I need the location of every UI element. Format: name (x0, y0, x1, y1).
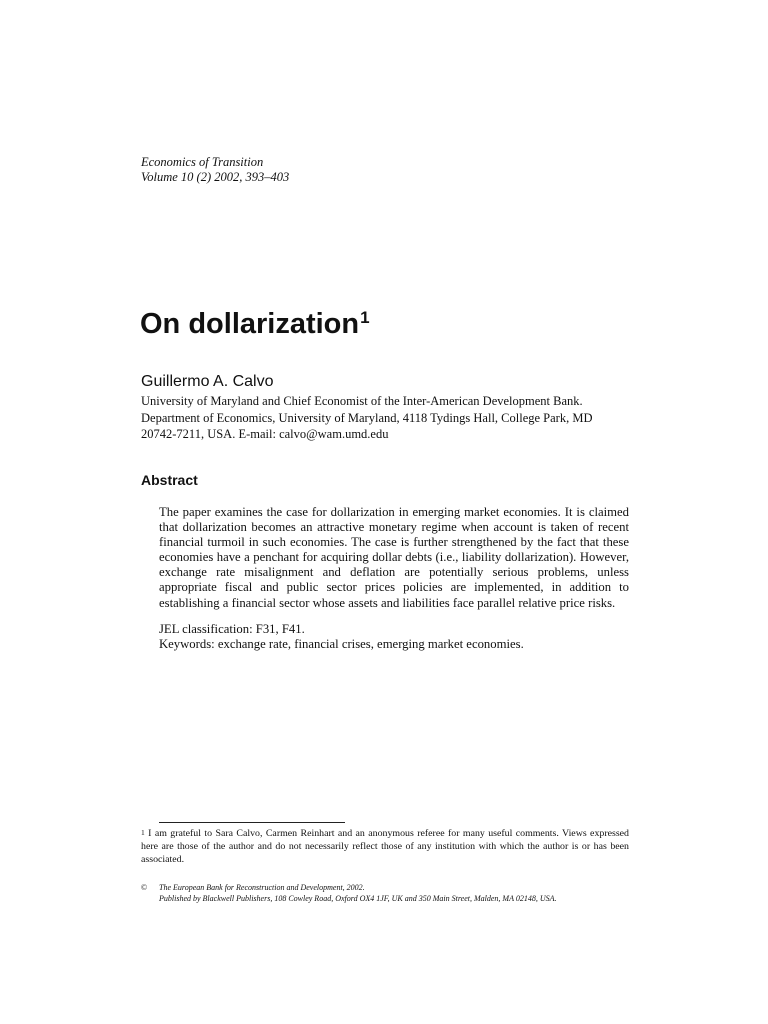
keywords: Keywords: exchange rate, financial crises, emerging market economies. (159, 637, 524, 652)
journal-name: Economics of Transition (141, 155, 264, 169)
affiliation-line: University of Maryland and Chief Economist of the Inter-American Development Bank. (141, 394, 583, 408)
footnote-text: I am grateful to Sara Calvo, Carmen Reinhart and an anonymous referee for many useful comments. Views expressed here are those of the author and do not necessarily reflect those of any institution with which the author is or has been associated. (141, 828, 629, 865)
title-footnote-mark: 1 (360, 308, 370, 327)
footnote-mark: 1 (141, 828, 145, 837)
copyright-symbol: © (141, 883, 148, 892)
abstract-text: The paper examines the case for dollarization in emerging market economies. It is claimed that dollarization becomes an attractive monetary regime when account is taken of recent financial turmoil in such economies. The case is further strengthened by the fact that these economies have a penchant for acquiring dollar debts (i.e., liability dollarization). However, exchange rate misalignment and deflation are potentially serious problems, unless appropriate fiscal and public sector prices policies are implemented, in addition to establishing a financial sector whose assets and liabilities face parallel relative price risks. (159, 505, 629, 610)
affiliation-line: 20742-7211, USA. E-mail: calvo@wam.umd.edu (141, 427, 389, 441)
author-name: Guillermo A. Calvo (141, 373, 274, 390)
footnote (141, 827, 629, 866)
author-affiliation (141, 393, 592, 443)
footnote-divider (159, 822, 345, 823)
copyright-line: The European Bank for Reconstruction and Development, 2002. (159, 883, 365, 892)
abstract-body (159, 505, 629, 653)
jel-classification: JEL classification: F31, F41. (159, 621, 305, 636)
classification-block (159, 622, 629, 653)
paper-title-text: On dollarization (140, 308, 360, 340)
abstract-heading: Abstract (141, 472, 198, 488)
journal-citation (141, 155, 289, 185)
paper-title (140, 306, 370, 342)
publisher-line: Published by Blackwell Publishers, 108 Cowley Road, Oxford OX4 1JF, UK and 350 Main Street, Malden, MA 02148, USA. (159, 894, 557, 903)
copyright-lines (159, 882, 557, 904)
author-block (141, 373, 592, 443)
affiliation-line: Department of Economics, University of Maryland, 4118 Tydings Hall, College Park, MD (141, 410, 593, 425)
journal-volume: Volume 10 (2) 2002, 393–403 (141, 170, 290, 184)
